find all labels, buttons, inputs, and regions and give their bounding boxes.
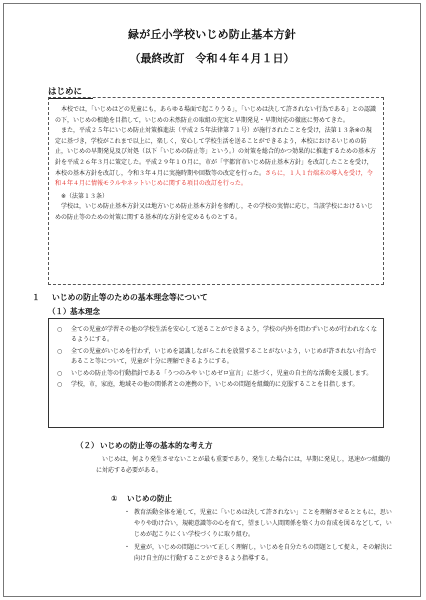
principle-item xyxy=(57,325,377,346)
subsection-2-body xyxy=(96,454,392,476)
intro-heading: はじめに xyxy=(48,85,93,99)
principle-item xyxy=(57,380,377,390)
intro-paragraph-2 xyxy=(55,126,377,190)
principle-item xyxy=(57,369,377,379)
document-title: 緑が丘小学校いじめ防止基本方針 xyxy=(128,28,296,41)
principle-item xyxy=(57,347,377,368)
subsection-2-heading xyxy=(76,440,213,451)
subsection-2-title: いじめの防止等の基本的な考え方 xyxy=(100,441,213,450)
intro-revision-note-red: さらに，１人１台端末の導入を受け，令和４年４月に情報モラルやネットいじめに関する項目の改訂を行った。 xyxy=(55,169,373,188)
subsection-3-title: いじめの防止 xyxy=(127,494,172,503)
circle-bullet-icon: ○ xyxy=(57,381,63,389)
subsection-2-text: いじめは，何より発生させないことが最も重要であり，発生した場合には，早期に発見し，迅速かつ組織的に対応する必要がある。 xyxy=(96,456,391,474)
principle-text: 学校，市，家庭，地域その他の関係者との連携の下，いじめの問題を組織的に克服することを目指します。 xyxy=(71,381,359,389)
bullet-item xyxy=(124,507,396,540)
principle-text: 全ての児童がいじめを行わず，いじめを認識しながらこれを放置することがないよう，いじめが許されない行為であること等について，児童が十分に理解できるようにする。 xyxy=(71,347,377,366)
principles-box xyxy=(48,318,384,428)
principle-text: いじめの防止等の行動指針である「うつのみや いじめゼロ宣言」に基づく，児童の自主的な活動を支援します。 xyxy=(71,369,373,377)
subsection-1-heading xyxy=(48,306,100,317)
subsection-1-number: （１） xyxy=(48,307,71,316)
circle-bullet-icon: ○ xyxy=(57,326,63,333)
document-page xyxy=(3,3,421,597)
law-note-label: ※（法第１３条） xyxy=(61,192,109,200)
intro-box xyxy=(48,97,384,285)
subsection-2-number: （２） xyxy=(76,441,99,450)
bullet-text: 教育活動全体を通して，児童に「いじめは決して許されない」ことを理解させるとともに，思いやりや助け合い，規範意識等の心を育て，望ましい人間関係を築く力の育成を図るなどして，いじめが起こりにくい学校づくりに取り組む。 xyxy=(134,509,392,538)
section-1-title: いじめの防止等のための基本理念等について xyxy=(52,293,208,302)
intro-paragraph-1: 本校では，「いじめはどの児童にも，あらゆる場面で起こりうる」，「いじめは決して許されない行為である」との認識の下，いじめの根絶を目指して，いじめの未然防止の取組の充実と早期発見・早期対応の徹底に努めてきた。 xyxy=(55,106,377,124)
bullet-text: 児童が，いじめの問題について正しく理解し，いじめを自分たちの問題として捉え，その解決に向け自主的に行動することができるよう指導する。 xyxy=(134,544,393,562)
law-note-text: 学校は，いじめ防止基本方針又は地方いじめ防止基本方針を参酌し，その学校の実情に応じ，当該学校におけるいじめの防止等のための対策に関する基本的な方針を定めるものとする。 xyxy=(55,203,374,221)
circle-bullet-icon: ○ xyxy=(57,347,63,355)
subsection-1-title: 基本理念 xyxy=(70,307,100,316)
prevention-bullets xyxy=(124,507,396,566)
dot-bullet-icon: ・ xyxy=(124,509,131,516)
circle-bullet-icon: ○ xyxy=(57,369,63,377)
principle-text: 全ての児童が学習その他の学校生活を安心して送ることができるよう，学校の内外を問わずいじめが行われなくなるようにする。 xyxy=(71,326,378,344)
bullet-item xyxy=(124,542,396,564)
document-subtitle: （最終改訂 令和４年４月１日） xyxy=(129,52,295,65)
dot-bullet-icon: ・ xyxy=(124,544,131,551)
subsection-3-number: ① xyxy=(111,494,118,503)
subsection-3-heading xyxy=(111,493,172,504)
section-1-number: １ xyxy=(32,293,40,302)
intro-paragraph-2-text: また，平成２５年にいじめ防止対策推進法（平成２５年法律第７１号）が施行されたことを受け，法第１３条※の規定に基づき，学校がこれまで以上に，楽しく，安心して学校生活を送ることができるよう，本校におけるいじめの防止，いじめの早期発見及び対処（以下「いじめの防止等」という。）の対策を総合的かつ効果的に推進するための基本方針を平成２６年３月に策定した。平成２９年１０月に，市が「宇都宮市いじめ防止基本方針」を改訂したことを受け，本校の基本方針を改訂し，令和３年４月に実施時期や回数等の改定を行った。 xyxy=(55,127,377,177)
section-1-heading xyxy=(32,292,208,303)
